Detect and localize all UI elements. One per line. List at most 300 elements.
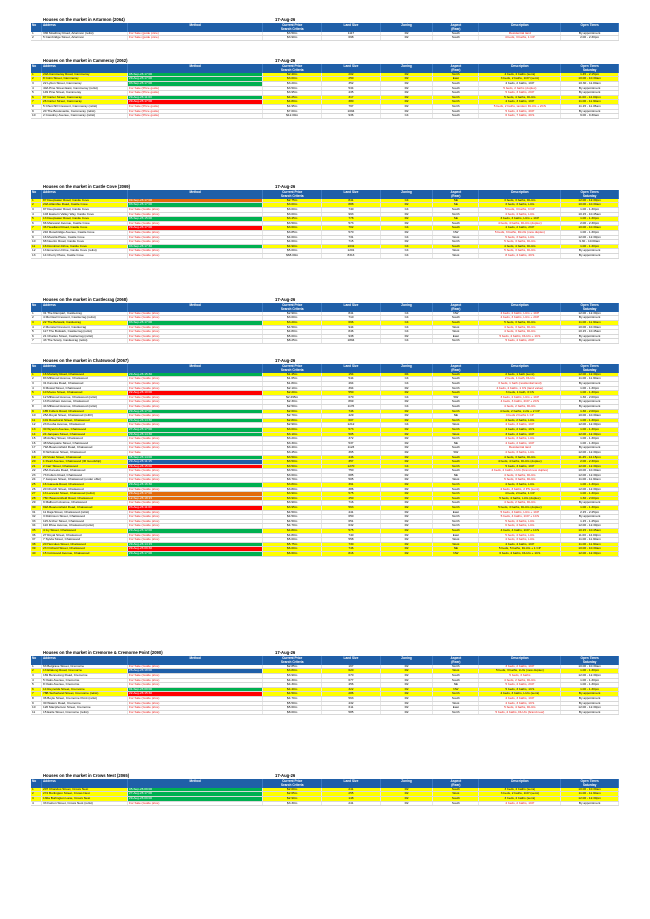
cell-method: For Sale (Guide price) — [128, 400, 263, 405]
cell-desc: 4 beds, 2 baths, LUG + 2 CP — [479, 409, 561, 414]
cell-zone: C4 — [380, 377, 432, 382]
cell-zone: C4 — [380, 199, 432, 203]
cell-aspect: West — [433, 792, 479, 797]
cell-zone: R2 — [380, 547, 432, 552]
cell-no: 29 — [31, 501, 41, 506]
cell-no: 1 — [31, 665, 41, 669]
cell-aspect: NE — [433, 441, 479, 446]
column-subheader-open: Saturday — [561, 68, 619, 72]
cell-zone: R2 — [380, 217, 432, 222]
cell-no: 22 — [31, 469, 41, 474]
cell-aspect: South — [433, 460, 479, 465]
column-header-land: Land Size — [322, 23, 381, 27]
cell-method: 29-Aug-26 15:00 — [128, 464, 263, 469]
cell-aspect: North — [433, 524, 479, 529]
cell-open: 2.00 - 2.30pm — [561, 460, 619, 465]
column-header-desc: Description — [479, 190, 561, 194]
section-header — [31, 16, 619, 23]
section-5 — [31, 649, 619, 715]
cell-land: 391 — [322, 483, 381, 488]
cell-price: $2.80m — [263, 418, 322, 423]
cell-price: $4.50m — [263, 692, 322, 697]
cell-price: $3.20m — [263, 82, 322, 87]
section-title: Houses on the market in Cremorne & Cremorne Point (2090) — [43, 650, 163, 655]
cell-desc: 3 beds, 1 bath, 3 CS — [479, 391, 561, 396]
cell-desc: 3 beds, 3 baths, DLUG — [479, 199, 561, 203]
cell-no: 8 — [31, 404, 41, 409]
cell-addr: 40A Pine Street East, Cammeray (relist) — [41, 86, 127, 91]
column-subheader-aspect: (Rear) — [433, 307, 479, 311]
cell-desc: 5 beds, 4 baths, 4CP — [479, 109, 561, 114]
column-subheader-aspect: (Rear) — [433, 68, 479, 72]
column-header-desc: Description — [479, 364, 561, 368]
cell-addr: 2 Cowdroy Avenue, Cammeray (relist) — [41, 114, 127, 119]
cell-method: For Sale (Guide price) — [128, 701, 263, 706]
cell-land: 607 — [322, 418, 381, 423]
section-date: 17-Aug-26 — [275, 650, 296, 655]
cell-method: For Sale (Guide price) — [128, 339, 263, 344]
cell-aspect: North — [433, 492, 479, 497]
cell-zone: R2 — [380, 104, 432, 109]
column-header-no: No — [31, 656, 41, 660]
cell-addr: 207 Chandos Street, Crows Nest — [41, 788, 127, 792]
cell-land: 575 — [322, 529, 381, 534]
cell-land: 650 — [322, 515, 381, 520]
cell-no: 4 — [31, 386, 41, 391]
cell-addr: 14 Reynolds Street, Cremorne — [41, 687, 127, 692]
cell-addr: 8 Oaks Avenue, Cremorne — [41, 683, 127, 688]
table-row[interactable] — [31, 551, 619, 556]
cell-price: $4.50m — [263, 515, 322, 520]
cell-method: For Sale (Guide price) — [128, 212, 263, 217]
cell-zone: R2 — [380, 501, 432, 506]
cell-open: 1.00 - 1.30pm — [561, 208, 619, 213]
cell-land: 386 — [322, 487, 381, 492]
cell-addr: 3 Robinson Street, Chatswood — [41, 515, 127, 520]
column-header-address: Address — [41, 364, 127, 368]
cell-open: 1.00 - 1.30pm — [561, 427, 619, 432]
cell-open: 1.00 - 1.30pm — [561, 678, 619, 683]
cell-price: $3.60m — [263, 226, 322, 231]
cell-land: 702 — [322, 226, 381, 231]
column-header-address: Address — [41, 656, 127, 660]
cell-addr: 10 Moore Street, Chatswood — [41, 391, 127, 396]
cell-addr: 66 Manowar Avenue, Castle Cove — [41, 221, 127, 226]
cell-addr: 14 Cherry Place, Castle Cove — [41, 253, 127, 258]
cell-price: $3.00m — [263, 77, 322, 82]
cell-addr: 20A Cammeray Road, Cammeray — [41, 73, 127, 77]
cell-method: For Sale (Guide price) — [128, 678, 263, 683]
cell-addr: 25A Royal Street, Chatswood (GDV) — [41, 414, 127, 419]
cell-aspect: North — [433, 104, 479, 109]
cell-aspect: North — [433, 427, 479, 432]
cell-no: 8 — [31, 104, 41, 109]
cell-open: By appointment — [561, 334, 619, 339]
cell-no: 4 — [31, 212, 41, 217]
section-header — [31, 183, 619, 190]
cell-zone: R2 — [380, 674, 432, 679]
cell-method: 29-Aug-26 17:00 — [128, 492, 263, 497]
cell-aspect: South — [433, 82, 479, 87]
cell-addr: 8 Colin Street, Cammeray — [41, 77, 127, 82]
cell-method: For Sale (Guide price) — [128, 683, 263, 688]
cell-open: 10.00 - 10.30am — [561, 469, 619, 474]
cell-aspect: North — [433, 386, 479, 391]
cell-no: 2 — [31, 792, 41, 797]
cell-open: 1.00 - 1.30pm — [561, 437, 619, 442]
cell-open: 11.00 - 11.30am — [561, 542, 619, 547]
cell-price: $3.70m — [263, 478, 322, 483]
table-row[interactable] — [31, 36, 619, 41]
cell-land: 716 — [322, 501, 381, 506]
cell-open: By appointment — [561, 801, 619, 806]
cell-no: 3 — [31, 82, 41, 87]
cell-open: 1.00 - 1.30pm — [561, 669, 619, 674]
cell-aspect: North — [433, 483, 479, 488]
cell-open: By appointment — [561, 339, 619, 344]
cell-land: 558 — [322, 538, 381, 543]
cell-addr: 15 Cotswood Avenue, Chatswood — [41, 551, 127, 556]
cell-method: 29-Aug-26 09:00 — [128, 797, 263, 802]
table-row[interactable] — [31, 339, 619, 344]
cell-aspect: South — [433, 391, 479, 396]
cell-price: $1.80m — [263, 382, 322, 387]
cell-zone: R2 — [380, 391, 432, 396]
cell-desc: 4 beds, 2 baths, DLUG — [479, 501, 561, 506]
cell-aspect: SE — [433, 217, 479, 222]
cell-addr: 9 Mowat Street, Chatswood — [41, 386, 127, 391]
cell-price: $3.50m — [263, 86, 322, 91]
cell-price: $3.50m — [263, 455, 322, 460]
cell-open: 11.00 - 11.30am — [561, 321, 619, 326]
section-title: Houses on the market in Castlecrag (2068) — [43, 297, 128, 302]
cell-zone: C4 — [380, 395, 432, 400]
section-date: 17-Aug-26 — [275, 58, 296, 63]
section-0 — [31, 16, 619, 41]
cell-zone: R2 — [380, 692, 432, 697]
column-subheader-price: Search Criteria — [263, 194, 322, 198]
cell-open: 11.00 - 11.30am — [561, 377, 619, 382]
listings-table — [31, 364, 619, 557]
table-row[interactable] — [31, 114, 619, 119]
cell-addr: 13 Deepwater Road, Castle Cove — [41, 217, 127, 222]
cell-land: 429 — [322, 414, 381, 419]
cell-desc: 2 beds, 1 bath (semi) — [479, 373, 561, 377]
cell-price: $3.20m — [263, 321, 322, 326]
column-header-land: Land Size — [322, 190, 381, 194]
cell-open: 1.00 - 1.30pm — [561, 683, 619, 688]
cell-open: 10.00 - 10.30am — [561, 414, 619, 419]
cell-addr: 20A Allambie Road, Castle Cove — [41, 203, 127, 208]
cell-no: 28 — [31, 496, 41, 501]
cell-aspect: SW — [433, 450, 479, 455]
cell-method: For Sale (Guide price) — [128, 437, 263, 442]
cell-open: By appointment — [561, 404, 619, 409]
cell-desc: 6 beds, 7 baths, 4CS — [479, 114, 561, 119]
cell-addr: 16 Moorila Place, Castle Cove — [41, 235, 127, 240]
column-subheader-aspect: (Rear) — [433, 660, 479, 664]
cell-land: 869 — [322, 400, 381, 405]
cell-desc: 4 beds, 3 baths, DLUG — [479, 455, 561, 460]
cell-aspect: South — [433, 404, 479, 409]
cell-desc: 2 beds, 1 bath, DLUG — [479, 377, 561, 382]
cell-zone: R2 — [380, 386, 432, 391]
cell-method: For Sale (Guide price) — [128, 524, 263, 529]
cell-open: By appointment — [561, 446, 619, 451]
cell-no: 7 — [31, 100, 41, 105]
column-subheader-price: Search Criteria — [263, 660, 322, 664]
cell-no: 23 — [31, 473, 41, 478]
cell-price: $4.30m — [263, 678, 322, 683]
cell-aspect: NE — [433, 414, 479, 419]
cell-open: 11.00 - 11.30am — [561, 792, 619, 797]
cell-addr: 101 Roseburst Street, Chatswood — [41, 418, 127, 423]
cell-addr: 149 Pine Street, Cammeray — [41, 91, 127, 96]
cell-aspect: West — [433, 423, 479, 428]
cell-aspect: East — [433, 510, 479, 515]
cell-land: 446 — [322, 455, 381, 460]
cell-no: 7 — [31, 692, 41, 697]
cell-zone: R2 — [380, 95, 432, 100]
column-header-price: Current Price — [263, 64, 322, 68]
listings-table — [31, 64, 619, 119]
cell-method: For Sale (Guide price) — [128, 404, 263, 409]
cell-open: By appointment — [561, 109, 619, 114]
cell-no: 32 — [31, 515, 41, 520]
cell-method: 05-Sep-26 14:00 — [128, 455, 263, 460]
cell-zone: R2 — [380, 701, 432, 706]
cell-land: 677 — [322, 678, 381, 683]
cell-addr: 169 Bennelong Road, Cremorne — [41, 674, 127, 679]
cell-price: $2.70m — [263, 414, 322, 419]
cell-zone: R2 — [380, 533, 432, 538]
cell-zone: R2 — [380, 524, 432, 529]
cell-addr: 30 Wyvern Avenue, Chatswood — [41, 427, 127, 432]
cell-price: $6.00m — [263, 547, 322, 552]
cell-land: 936 — [322, 114, 381, 119]
cell-zone: C4 — [380, 382, 432, 387]
cell-open: 11.45 - 12.15pm — [561, 455, 619, 460]
cell-no: 1 — [31, 199, 41, 203]
cell-no: 11 — [31, 710, 41, 715]
cell-desc: 3 beds, 2 baths (semi) — [479, 788, 561, 792]
cell-land: 585 — [322, 710, 381, 715]
cell-zone: C4 — [380, 312, 432, 316]
cell-open: 12.00 - 12.30pm — [561, 473, 619, 478]
cell-open: 11.15 - 11.45am — [561, 104, 619, 109]
cell-open: 1.30 - 2.00pm — [561, 409, 619, 414]
cell-desc: 4 beds, 3 baths, LUG — [479, 483, 561, 488]
column-header-aspect: Aspect — [433, 303, 479, 307]
cell-method: For Sale (Guide price) — [128, 221, 263, 226]
cell-method: 03-Sep-26 17:30 — [128, 244, 263, 249]
column-header-land: Land Size — [322, 364, 381, 368]
cell-desc: 3 beds, 2 baths, 1CP (semi) — [479, 77, 561, 82]
column-header-no: No — [31, 64, 41, 68]
cell-zone: R2 — [380, 492, 432, 497]
column-subheader-price: Search Criteria — [263, 68, 322, 72]
column-header-zoning: Zoning — [380, 364, 432, 368]
cell-desc: 4 beds, 4 baths, 1CP + 1CS — [479, 529, 561, 534]
cell-land: 241 — [322, 788, 381, 792]
cell-price: $4.70m — [263, 696, 322, 701]
cell-price: $2.10m — [263, 386, 322, 391]
cell-land: 698 — [322, 36, 381, 41]
cell-zone: R2 — [380, 212, 432, 217]
cell-zone: R2 — [380, 460, 432, 465]
cell-no: 33 — [31, 519, 41, 524]
cell-price: $3.90m — [263, 36, 322, 41]
cell-open: 1.00 - 1.30pm — [561, 217, 619, 222]
cell-addr: 210 Rosebridge Avenue, Castle Cove — [41, 230, 127, 235]
cell-desc: 3 beds, 3 baths, LUG + 1CP — [479, 217, 561, 222]
cell-method: For Sale (guide price) — [128, 32, 263, 36]
column-header-aspect: Aspect — [433, 779, 479, 783]
cell-land: 740 — [322, 533, 381, 538]
section-header — [31, 57, 619, 64]
cell-method: For Sale (Guide price) — [128, 330, 263, 335]
cell-method: For Sale (Guide price) — [128, 538, 263, 543]
cell-open: 2.00 - 2.30pm — [561, 36, 619, 41]
cell-desc: 4 beds, 2 baths, 1CS — [479, 427, 561, 432]
cell-land: 731 — [322, 235, 381, 240]
column-header-land: Land Size — [322, 656, 381, 660]
cell-zone: C4 — [380, 235, 432, 240]
cell-addr: 43 The Scarp, Castlecrag (relist) — [41, 339, 127, 344]
cell-method: 23-Aug-26 11:00 — [128, 506, 263, 511]
cell-zone: R2 — [380, 109, 432, 114]
cell-price: $2.295m — [263, 395, 322, 400]
cell-open: 12.00 - 12.30pm — [561, 450, 619, 455]
cell-price: $3.90m — [263, 501, 322, 506]
cell-price: $3.00m — [263, 208, 322, 213]
cell-aspect: North — [433, 73, 479, 77]
cell-no: 8 — [31, 230, 41, 235]
cell-desc: 4 beds, 2 baths, 1CP — [479, 801, 561, 806]
column-header-price: Current Price — [263, 779, 322, 783]
cell-zone: R2 — [380, 455, 432, 460]
cell-price: $2.40m — [263, 73, 322, 77]
cell-land: 563 — [322, 696, 381, 701]
cell-zone: R2 — [380, 86, 432, 91]
cell-no: 10 — [31, 414, 41, 419]
cell-land: 570 — [322, 230, 381, 235]
cell-zone: C4 — [380, 316, 432, 321]
cell-method: 29-Aug-26 14:30 — [128, 418, 263, 423]
cell-method: For Sale (Guide price) — [128, 446, 263, 451]
cell-price: $2.90m — [263, 312, 322, 316]
cell-desc: 3 beds, 2 baths, 1CP (semi) — [479, 792, 561, 797]
cell-price: $5.50m — [263, 701, 322, 706]
cell-desc: 4 beds, 2 baths, LUG + 1CP — [479, 312, 561, 316]
cell-zone: C4 — [380, 404, 432, 409]
column-header-no: No — [31, 779, 41, 783]
cell-aspect: North — [433, 437, 479, 442]
cell-method: 03-Sep-26 17:00 — [128, 203, 263, 208]
table-row[interactable] — [31, 801, 619, 806]
cell-aspect: South — [433, 373, 479, 377]
cell-land: 685 — [322, 473, 381, 478]
cell-zone: R2 — [380, 334, 432, 339]
cell-open: 12.00 - 12.30pm — [561, 312, 619, 316]
column-header-method: Method — [128, 64, 263, 68]
column-header-price: Current Price — [263, 23, 322, 27]
cell-aspect: South — [433, 221, 479, 226]
cell-desc: 6 beds, 4 baths, DLUG + 1CS — [479, 551, 561, 556]
column-subheader-open: Saturday — [561, 368, 619, 372]
cell-desc: 4 beds, 3 baths, LUG + 2CP — [479, 316, 561, 321]
cell-desc: 4 beds, 3 baths, DLUG — [479, 473, 561, 478]
cell-method: 29-Aug-26 17:00 — [128, 551, 263, 556]
cell-no: 14 — [31, 432, 41, 437]
cell-land: 1123 — [322, 446, 381, 451]
cell-method: 27-Aug-26 17:00 — [128, 792, 263, 797]
cell-method: For Sale (Guide price) — [128, 501, 263, 506]
cell-land: 1094 — [322, 109, 381, 114]
cell-desc: 5 beds, 4 baths, 2CP — [479, 339, 561, 344]
cell-aspect: South — [433, 487, 479, 492]
cell-open: 12.00 - 12.30pm — [561, 797, 619, 802]
cell-price: $3.80m — [263, 487, 322, 492]
cell-price: $5.60m — [263, 706, 322, 711]
cell-method: For Sale (Guide price) — [128, 801, 263, 806]
cell-no: 27 — [31, 492, 41, 497]
section-title: Houses on the market in Crows Nest (2065) — [43, 773, 130, 778]
cell-aspect: NW — [433, 687, 479, 692]
cell-no: 1 — [31, 788, 41, 792]
cell-no: 6 — [31, 95, 41, 100]
cell-aspect: NE — [433, 473, 479, 478]
cell-aspect: South — [433, 32, 479, 36]
cell-desc: 6 beds, 4 baths, LUG — [479, 524, 561, 529]
cell-desc: 4 beds, 4 baths, DLUG (duplex) — [479, 460, 561, 465]
cell-price: $3.50m — [263, 460, 322, 465]
cell-land: 611 — [322, 706, 381, 711]
cell-land: 435 — [322, 91, 381, 96]
cell-addr: 25A Kareela Road, Chatswood — [41, 469, 127, 474]
cell-aspect: South — [433, 377, 479, 382]
cell-method: For Sale (Price guide) — [128, 86, 263, 91]
cell-addr: 9 Malbourn Avenue, Chatswood — [41, 501, 127, 506]
cell-desc: 5 beds, 2 baths, tandem DLUG + 2CS — [479, 104, 561, 109]
cell-land: 746 — [322, 547, 381, 552]
cell-open: 1.30 - 2.00pm — [561, 496, 619, 501]
cell-aspect: South — [433, 529, 479, 534]
cell-no: 13 — [31, 427, 41, 432]
section-1 — [31, 57, 619, 119]
cell-aspect: North — [433, 212, 479, 217]
cell-method: 09-Sep-26 17:00 — [128, 199, 263, 203]
cell-price: $2.60m — [263, 409, 322, 414]
cell-zone: C4 — [380, 325, 432, 330]
cell-land: 537 — [322, 441, 381, 446]
table-row[interactable] — [31, 710, 619, 715]
cell-zone: R2 — [380, 710, 432, 715]
column-header-zoning: Zoning — [380, 656, 432, 660]
cell-addr: 31 Karonia Road, Chatswood — [41, 382, 127, 387]
cell-zone: C4 — [380, 208, 432, 213]
cell-aspect: South — [433, 455, 479, 460]
table-row[interactable] — [31, 253, 619, 258]
column-subheader-price: Search Criteria — [263, 27, 322, 31]
cell-open: 10.30 - 11.00am — [561, 82, 619, 87]
cell-open: By appointment — [561, 400, 619, 405]
cell-aspect: NW — [433, 230, 479, 235]
cell-land: 544 — [322, 377, 381, 382]
cell-method: 29-Aug-26 11:00 — [128, 95, 263, 100]
cell-zone: R2 — [380, 446, 432, 451]
cell-land: 505 — [322, 478, 381, 483]
